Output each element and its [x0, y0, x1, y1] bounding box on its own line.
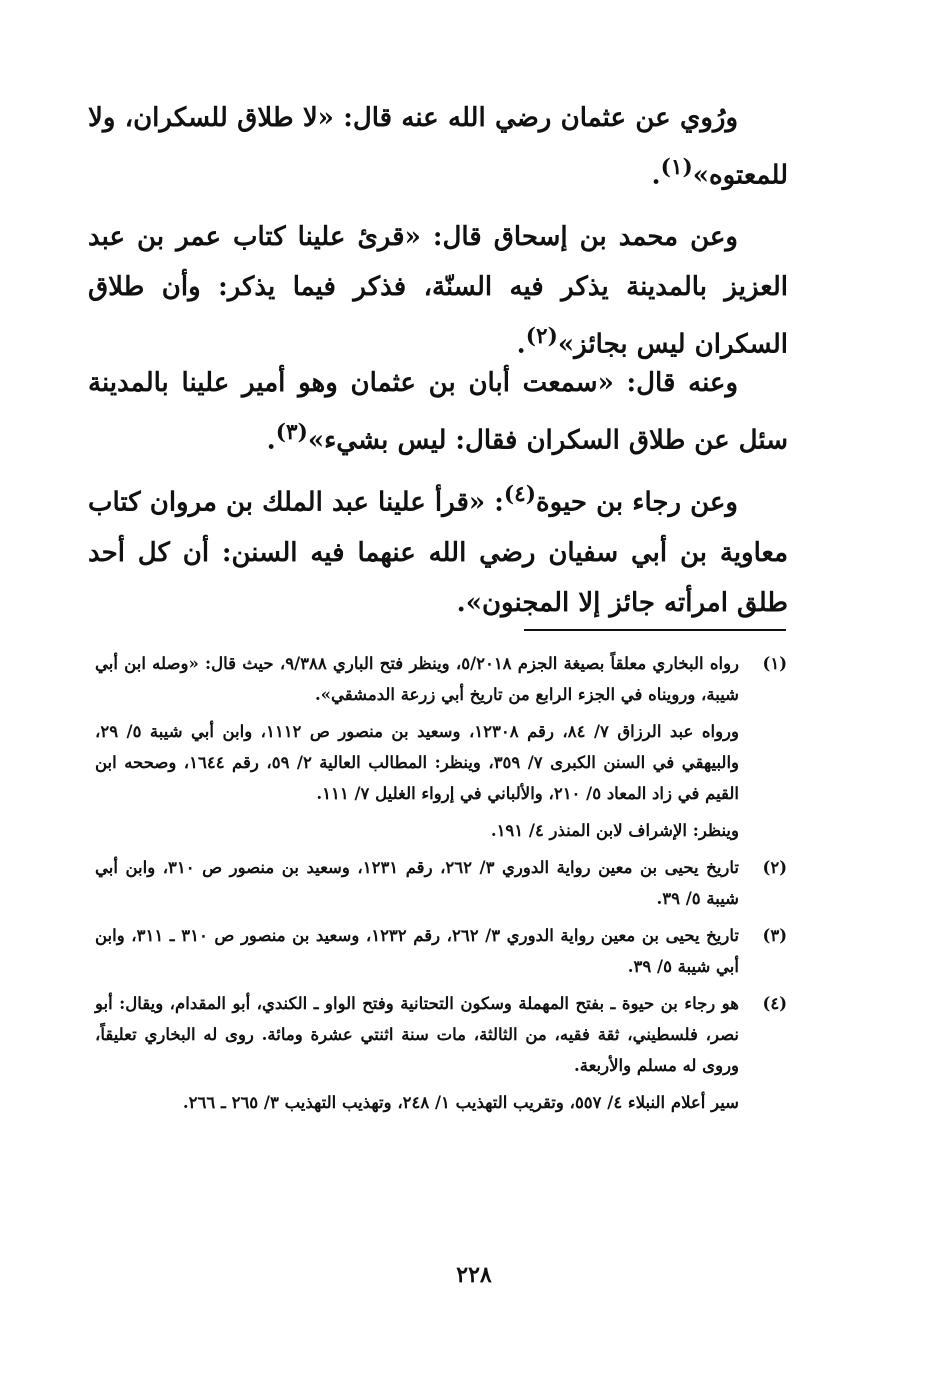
footnote-2 [95, 852, 787, 914]
footnote-number: (٢) [762, 858, 787, 877]
footnote-ref-4: (٤) [503, 482, 537, 507]
footnote-text: تاريخ يحيى بن معين رواية الدوري ٣/ ٢٦٢، رقم ١٢٣٢، وسعيد بن منصور ص ٣١٠ ـ ٣١١، وابن أبي شيبة ٥/ ٣٩. [95, 926, 739, 976]
body-paragraph-1: ورُوي عن عثمان رضي الله عنه قال: «لا طلاق للسكران، ولا للمعتوه»$^{(١)}$. [88, 103, 788, 191]
body-paragraph-3: وعنه قال: «سمعت أبان بن عثمان وهو أمير علينا بالمدينة سئل عن طلاق السكران فقال: ليس بشيء»$^{(٣)}$. [88, 368, 788, 456]
footnote-text: رواه البخاري معلقاً بصيغة الجزم ٥/٢٠١٨، وينظر فتح الباري ٩/٣٨٨، حيث قال: «وصله ابن أبي شيبة، ورويناه في الجزء الرابع من تاريخ أبي زرعة الدمشقي». [95, 654, 739, 704]
footnote-text: وينظر: الإشراف لابن المنذر ٤/ ١٩١. [490, 821, 739, 840]
footnote-1 [95, 648, 787, 846]
paragraph-text: ورُوي عن عثمان رضي الله عنه قال: «لا طلاق للسكران، ولا للمعتوه» [88, 103, 788, 191]
footnote-number: (٤) [762, 994, 787, 1013]
body-paragraph-2: وعن محمد بن إسحاق قال: «قرئ علينا كتاب عمر بن عبد العزيز بالمدينة يذكر فيه السنّة، فذكر فيما يذكر: وأن طلاق السكران ليس بجائز»$^{(٢)}$. [88, 222, 788, 360]
footnote-ref-3: (٣) [275, 420, 308, 445]
footnote-ref-1: (١) [660, 155, 693, 180]
paragraph-text: وعن رجاء بن حيوة [536, 487, 738, 518]
footnote-number: (٣) [762, 926, 787, 945]
footnote-ref-2: (٢) [525, 324, 558, 349]
footnote-text: ورواه عبد الرزاق ٧/ ٨٤، رقم ١٢٣٠٨، وسعيد بن منصور ص ١١١٢، وابن أبي شيبة ٥/ ٢٩، والبيهقي في السنن الكبرى ٧/ ٣٥٩، وينظر: المطالب العالية ٢/ ٥٩، رقم ١٦٤٤، وصححه ابن القيم في زاد المعاد ٥/ ٢١٠، والألباني في إرواء الغليل ٧/ ١١١. [95, 722, 740, 803]
footnote-3 [95, 920, 787, 982]
footnote-4 [95, 988, 787, 1118]
page-number: ٢٢٨ [456, 1262, 492, 1288]
paragraph-text: وعن محمد بن إسحاق قال: «قرئ علينا كتاب عمر بن عبد العزيز بالمدينة يذكر فيه السنّة، فذكر فيما يذكر: وأن طلاق السكران ليس بجائز» [88, 222, 788, 360]
footnotes [95, 648, 787, 1124]
paragraph-text: : «قرأ علينا عبد الملك بن مروان كتاب معاوية بن أبي سفيان رضي الله عنهما فيه السنن: أن كل أحد طلق امرأته جائز إلا المجنون». [88, 487, 788, 618]
footnote-text: سير أعلام النبلاء ٤/ ٥٥٧، وتقريب التهذيب ١/ ٢٤٨، وتهذيب التهذيب ٣/ ٢٦٥ ـ ٢٦٦. [182, 1093, 739, 1112]
footnote-separator [524, 629, 786, 631]
footnote-text: تاريخ يحيى بن معين رواية الدوري ٣/ ٢٦٢، رقم ١٢٣١، وسعيد بن منصور ص ٣١٠، وابن أبي شيبة ٥/ ٣٩. [95, 858, 739, 908]
footnote-number: (١) [762, 654, 787, 673]
footnote-text: هو رجاء بن حيوة ـ بفتح المهملة وسكون التحتانية وفتح الواو ـ الكندي، أبو المقدام، ويقال: أبو نصر، فلسطيني، ثقة فقيه، من الثالثة، مات سنة اثنتي عشرة ومائة. روى له البخاري تعليقاً، وروى له مسلم والأربعة. [95, 994, 739, 1075]
paragraph-text: وعنه قال: «سمعت أبان بن عثمان وهو أمير علينا بالمدينة سئل عن طلاق السكران فقال: ليس بشيء» [88, 368, 788, 456]
body-paragraph-4 [88, 470, 788, 628]
